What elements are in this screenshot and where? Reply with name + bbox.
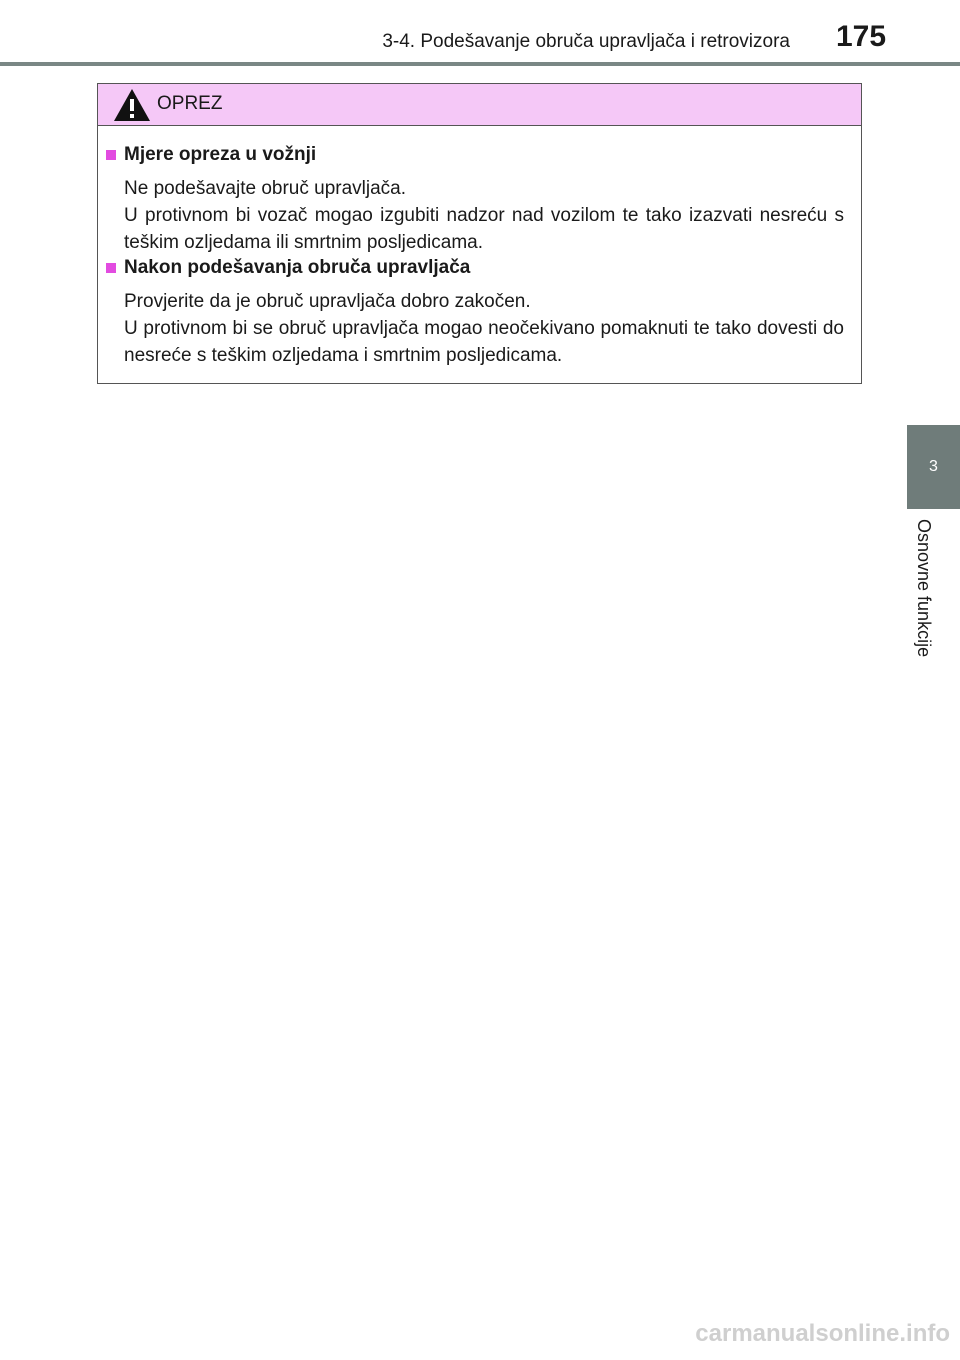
page-header: [0, 0, 960, 70]
chapter-label-container: [907, 509, 960, 699]
chapter-number: 3: [929, 458, 938, 475]
body-line: Provjerite da je obruč upravljača dobro zakočen.: [124, 291, 531, 312]
caution-header: [98, 84, 861, 126]
section-heading: Mjere opreza u vožnji: [124, 144, 317, 165]
caution-title: OPREZ: [157, 93, 223, 114]
chapter-number-tab: [907, 425, 960, 509]
square-bullet-icon: [106, 150, 116, 160]
body-line: U protivnom bi vozač mogao izgubiti nadzor nad vozilom te tako izazvati nesreću s teškim ozljedama ili smrtnim posljedicama.: [124, 205, 844, 253]
caution-box: [97, 83, 862, 384]
page-number: 175: [836, 20, 887, 53]
body-line: U protivnom bi se obruč upravljača mogao neočekivano pomaknuti te tako dovesti do nesreće s teškim ozljedama i smrtnim posljedicama.: [124, 318, 844, 366]
section-body: [124, 175, 844, 256]
body-line: Ne podešavajte obruč upravljača.: [124, 178, 407, 199]
square-bullet-icon: [106, 263, 116, 273]
section-heading: Nakon podešavanja obruča upravljača: [124, 257, 471, 278]
section-title: 3-4. Podešavanje obruča upravljača i retrovizora: [382, 31, 790, 52]
section-body: [124, 288, 844, 369]
warning-triangle-icon: [113, 88, 151, 122]
header-rule: [0, 62, 960, 66]
watermark: carmanualsonline.info: [695, 1320, 950, 1347]
chapter-label: Osnovne funkcije: [914, 519, 934, 658]
